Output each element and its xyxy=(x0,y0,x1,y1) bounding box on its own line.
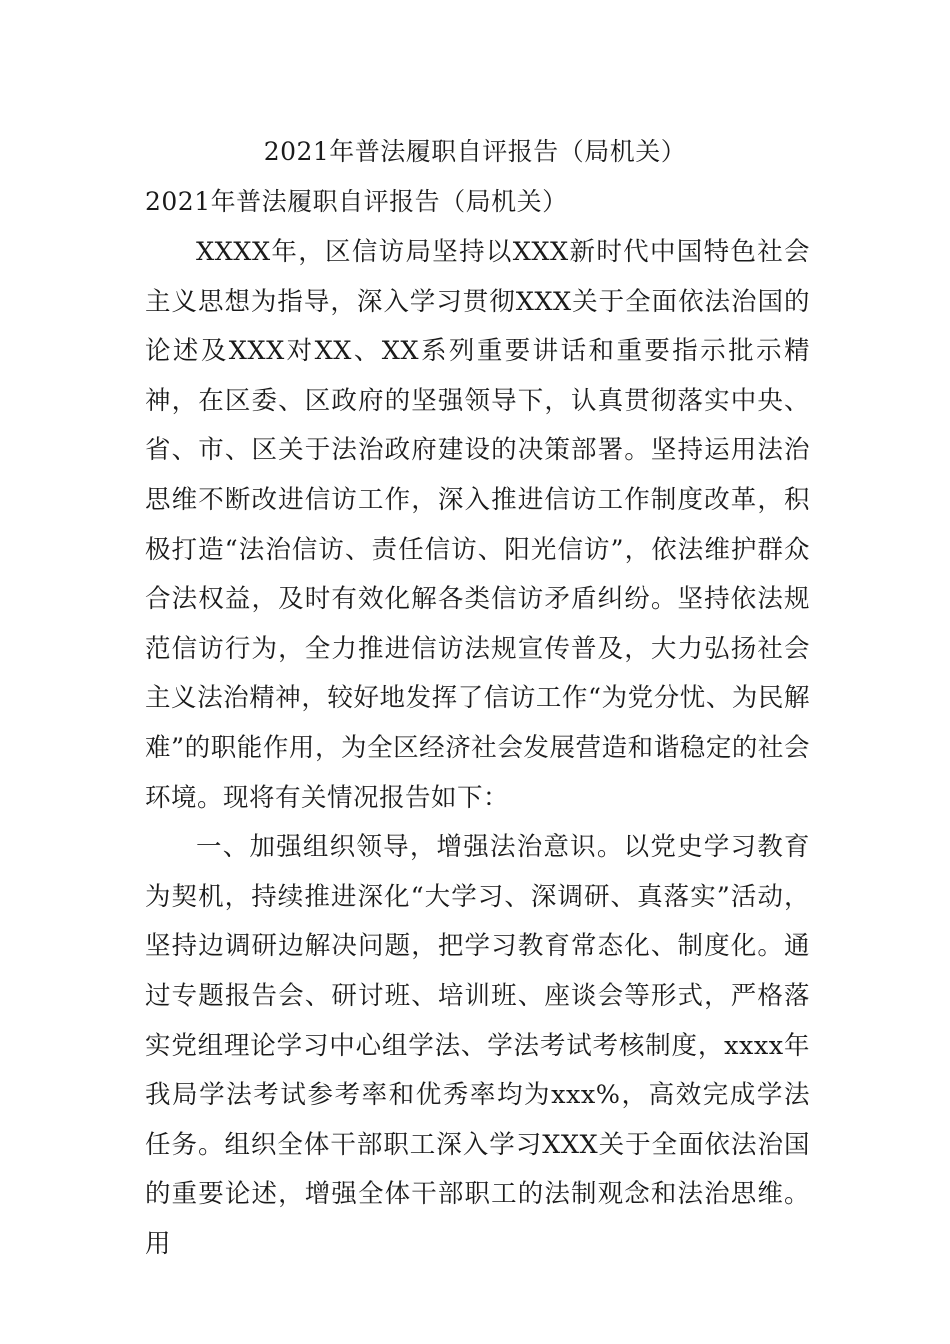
document-title: 2021年普法履职自评报告（局机关） xyxy=(263,137,687,166)
document-subtitle: 2021年普法履职自评报告（局机关） xyxy=(145,187,568,216)
paragraph-section-1: 一、加强组织领导，增强法治意识。以党史学习教育为契机，持续推进深化“大学习、深调研、真落实”活动，坚持边调研边解决问题，把学习教育常态化、制度化。通过专题报告会、研讨班、培训班、座谈会等形式，严格落实党组理论学习中心组学法、学法考试考核制度，xxxx年我局学法考试参考率和优秀率均为xxx%，高效完成学法任务。组织全体干部职工深入学习XXX关于全面依法治国的重要论述，增强全体干部职工的法制观念和法治思维。用 xyxy=(145,832,810,1259)
paragraph-intro: XXXX年，区信访局坚持以XXX新时代中国特色社会主义思想为指导，深入学习贯彻XXX关于全面依法治国的论述及XXX对XX、XX系列重要讲话和重要指示批示精神，在区委、区政府的坚强领导下，认真贯彻落实中央、省、市、区关于法治政府建设的决策部署。坚持运用法治思维不断改进信访工作，深入推进信访工作制度改革，积极打造“法治信访、责任信访、阳光信访”，依法维护群众合法权益，及时有效化解各类信访矛盾纠纷。坚持依法规范信访行为，全力推进信访法规宣传普及，大力弘扬社会主义法治精神，较好地发挥了信访工作“为党分忧、为民解难”的职能作用，为全区经济社会发展营造和谐稳定的社会环境。现将有关情况报告如下： xyxy=(145,237,810,813)
document-body xyxy=(145,228,810,1269)
